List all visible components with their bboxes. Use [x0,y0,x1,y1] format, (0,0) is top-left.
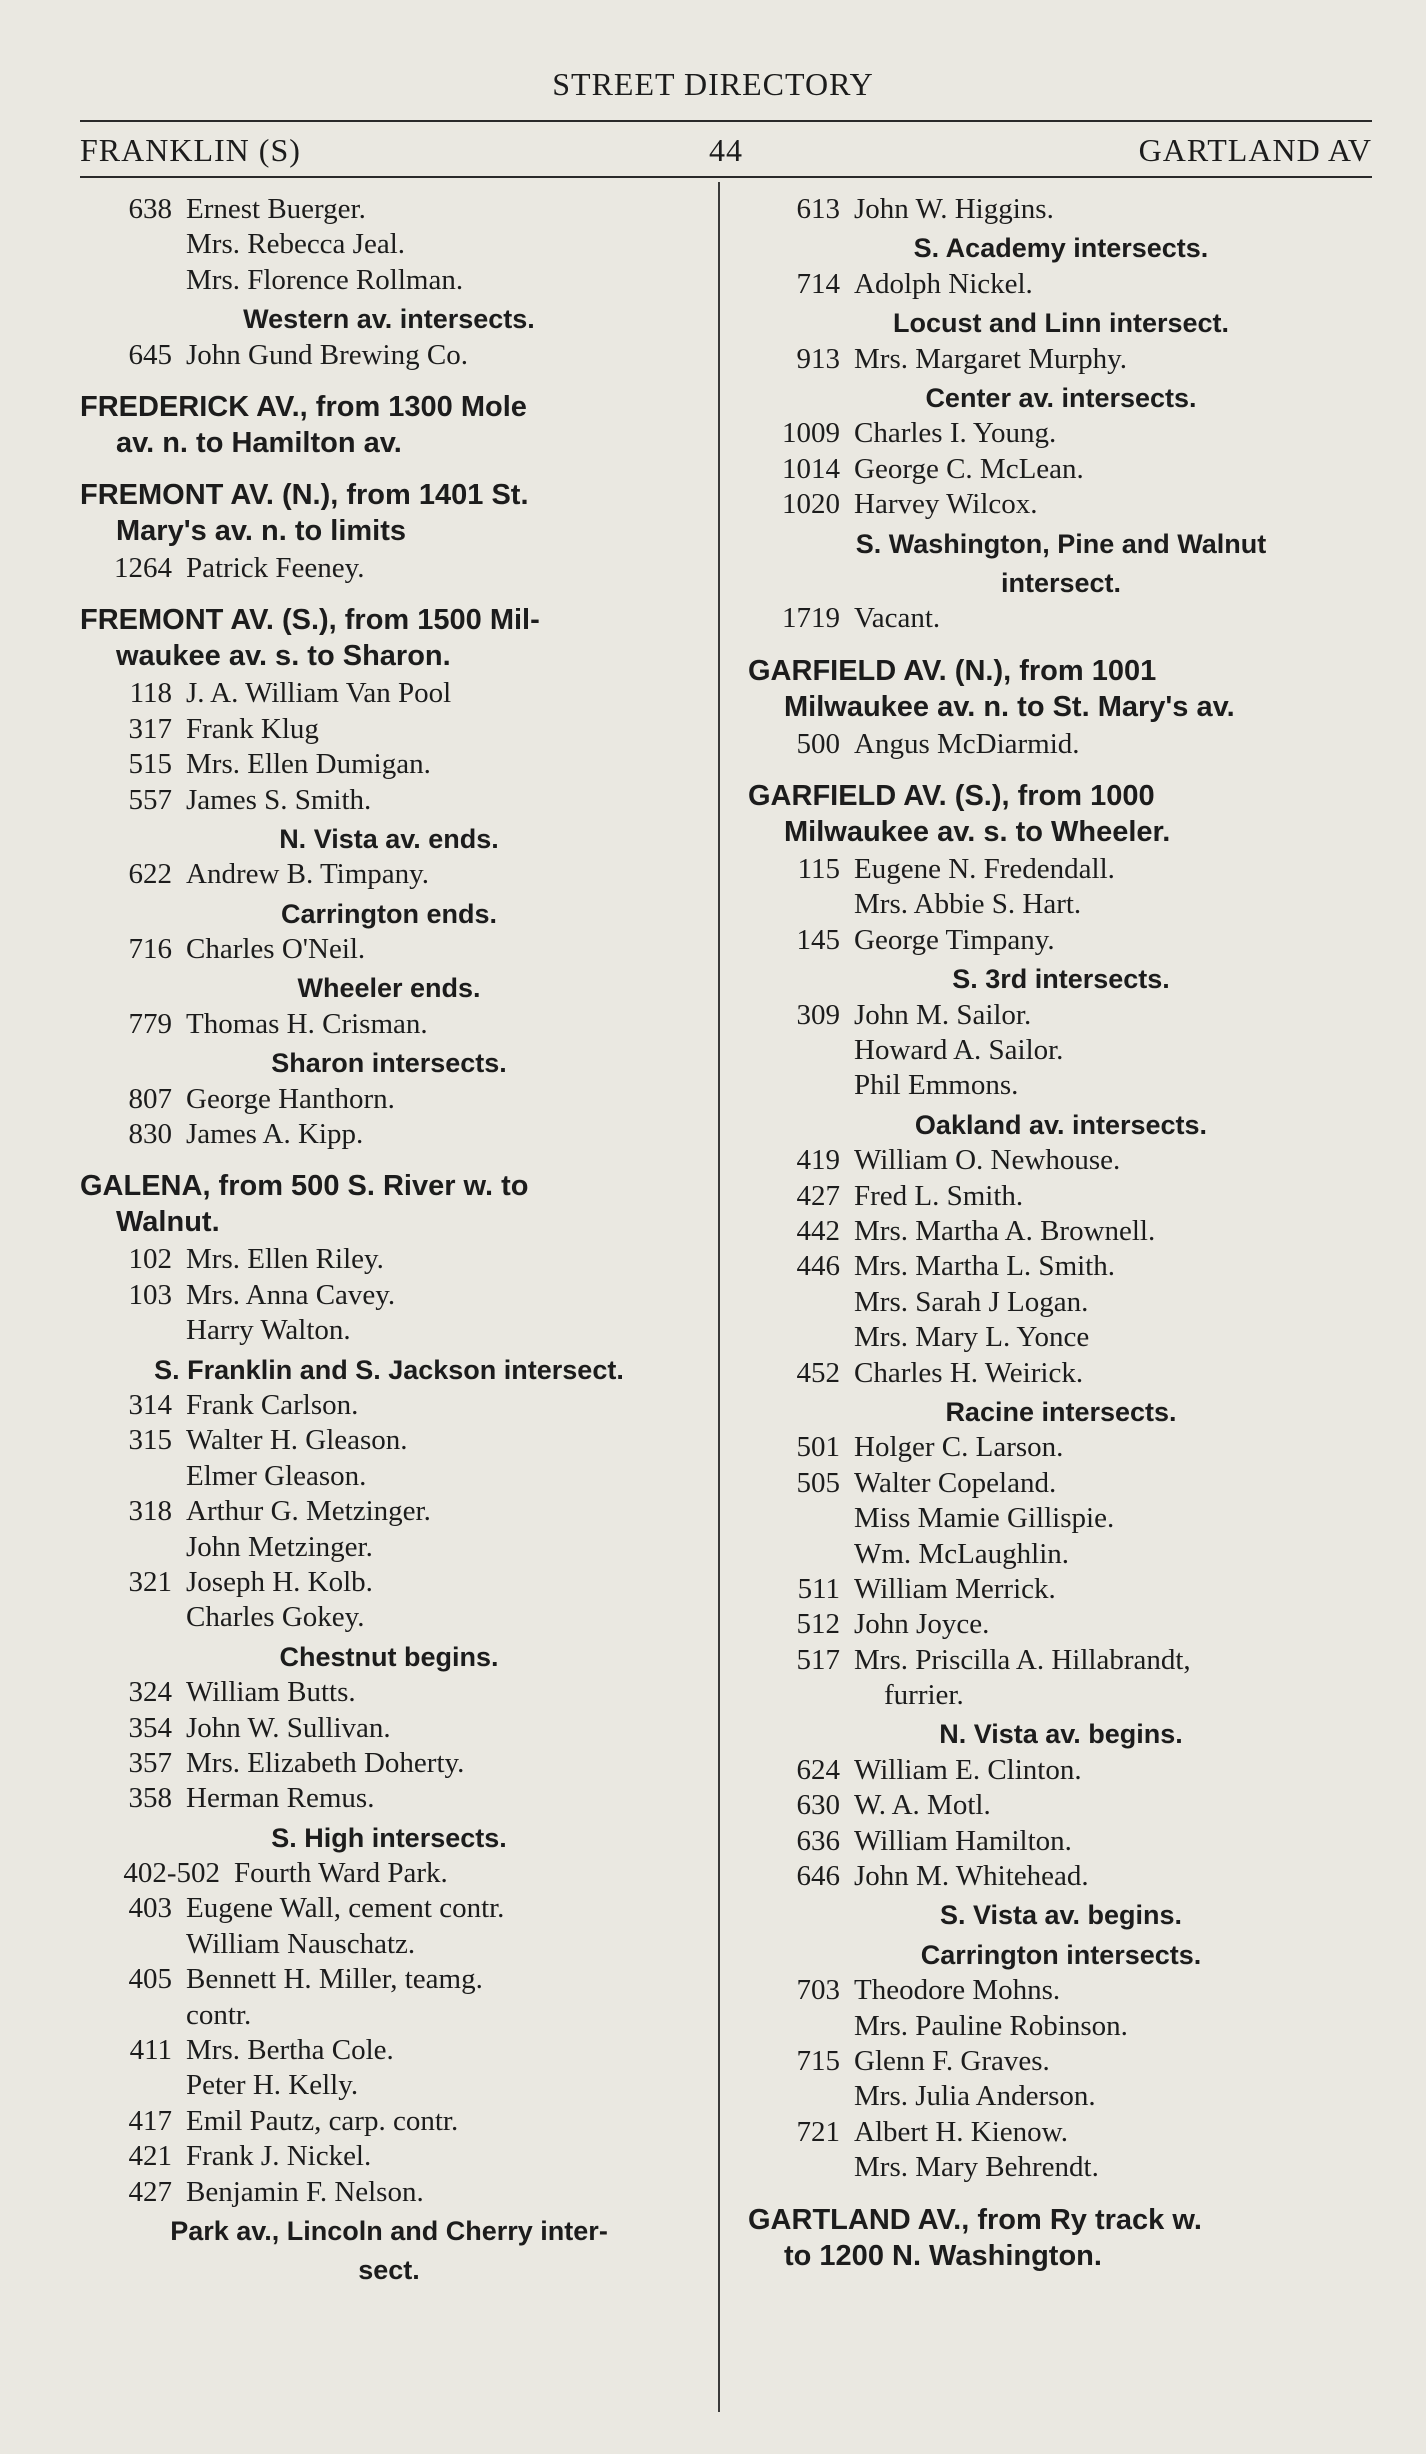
directory-entry [748,1572,1374,1607]
resident-name: George C. McLean. [854,452,1084,485]
resident-name: Fred L. Smith. [854,1179,1024,1212]
resident-name: William E. Clinton. [854,1753,1082,1786]
resident-name: Frank J. Nickel. [186,2140,372,2173]
street-heading-line: GARFIELD AV. (N.), from 1001 [748,654,1157,687]
running-head-left: FRANKLIN (S) [80,132,301,168]
resident-name: John Gund Brewing Co. [186,338,468,371]
intersection-note: Oakland av. intersects. [914,1109,1208,1140]
directory-entry [748,852,1374,887]
resident-name: Charles H. Weirick. [854,1356,1084,1389]
directory-entry [748,1430,1374,1465]
directory-entry [80,1781,698,1816]
resident-continuation: Mrs. Sarah J Logan. [854,1285,1089,1318]
directory-entry [748,1179,1374,1214]
directory-entry [748,192,1374,227]
resident-name: George Hanthorn. [186,1082,395,1115]
resident-name: Mrs. Martha L. Smith. [854,1250,1115,1283]
resident-name: Benjamin F. Nelson. [186,2175,424,2208]
directory-entry [80,1565,698,1600]
directory-entry [80,1242,698,1277]
column-divider [718,182,720,2412]
house-number: 716 [128,933,172,966]
house-number: 452 [796,1356,840,1389]
intersection-note: Locust and Linn intersect. [892,308,1230,339]
house-number: 646 [796,1860,840,1893]
house-number: 1014 [782,452,840,485]
intersection-note: Racine intersects. [945,1396,1177,1427]
house-number: 638 [128,193,172,225]
resident-continuation: Howard A. Sailor. [854,1034,1064,1067]
street-heading [80,477,698,549]
intersection-line: Park av., Lincoln and Cherry inter- [170,2215,608,2246]
resident-name: Mrs. Margaret Murphy. [854,342,1128,375]
directory-entry [748,1788,1374,1823]
resident-continuation: Peter H. Kelly. [186,2069,359,2102]
directory-entry [80,1711,698,1746]
directory-entry [748,1214,1374,1249]
resident-name: John W. Higgins. [854,193,1054,225]
directory-entry [80,1007,698,1042]
intersection-note: N. Vista av. begins. [939,1719,1183,1750]
intersection-note: S. Academy intersects. [913,233,1209,264]
house-number: 501 [796,1431,840,1464]
resident-continuation: furrier. [884,1679,964,1712]
street-heading [80,389,698,461]
directory-entry [80,1278,698,1313]
resident-continuation: Mrs. Florence Rollman. [186,263,464,296]
house-number: 421 [128,2140,172,2173]
house-number: 446 [796,1250,840,1283]
street-heading-line: FREDERICK AV., from 1300 Mole [80,390,527,423]
house-number: 703 [796,1974,840,2007]
house-number: 309 [796,998,840,1031]
directory-entry [80,747,698,782]
house-number: 515 [128,748,172,781]
resident-continuation: Harry Walton. [186,1314,351,1347]
directory-entry [748,1643,1374,1678]
directory-entry [80,1962,698,1997]
resident-continuation: Mrs. Mary L. Yonce [854,1321,1090,1354]
resident-name: Frank Klug [186,712,319,745]
intersection-note: S. Franklin and S. Jackson intersect. [154,1354,624,1385]
house-number: 411 [129,2034,172,2067]
directory-entry [80,2175,698,2210]
resident-name: Arthur G. Metzinger. [186,1495,431,1528]
resident-name: Andrew B. Timpany. [186,858,430,891]
resident-name: Fourth Ward Park. [234,1857,448,1890]
house-number: 721 [796,2115,840,2148]
resident-continuation: Mrs. Julia Anderson. [854,2080,1096,2113]
page-title: STREET DIRECTORY [552,66,874,102]
directory-entry [80,932,698,967]
house-number: 1009 [782,417,840,450]
house-number: 557 [128,783,172,816]
house-number: 318 [128,1495,172,1528]
resident-name: Eugene N. Fredendall. [854,853,1115,886]
directory-entry [748,267,1374,302]
header-rule-top [80,120,1372,122]
directory-entry [748,1356,1374,1391]
resident-name: Emil Pautz, carp. contr. [186,2104,459,2137]
resident-name: William Merrick. [854,1572,1056,1605]
directory-entry [748,2044,1374,2079]
house-number: 103 [128,1278,172,1311]
house-number: 613 [796,193,840,225]
house-number: 324 [128,1676,172,1709]
resident-name: Bennett H. Miller, teamg. [186,1963,483,1996]
directory-entry [748,1824,1374,1859]
intersection-note: Center av. intersects. [925,382,1197,413]
resident-continuation: John Metzinger. [186,1530,373,1563]
resident-name: William O. Newhouse. [854,1144,1121,1177]
directory-entry [80,676,698,711]
house-number: 442 [796,1214,840,1247]
street-heading-line: waukee av. s. to Sharon. [116,640,451,673]
directory-entry [80,1494,698,1529]
resident-name: Herman Remus. [186,1782,375,1815]
intersection-note: S. High intersects. [271,1822,507,1853]
directory-entry [80,783,698,818]
house-number: 1264 [114,551,172,584]
directory-entry [80,1388,698,1423]
intersection-line: sect. [358,2255,420,2286]
resident-name: Mrs. Anna Cavey. [186,1278,396,1311]
directory-entry [748,1466,1374,1501]
directory-entry [80,1746,698,1781]
resident-name: Albert H. Kienow. [854,2115,1068,2148]
street-heading [748,778,1374,850]
resident-continuation: Miss Mamie Gillispie. [854,1502,1115,1535]
resident-continuation: Mrs. Abbie S. Hart. [854,888,1082,921]
directory-entry [748,1753,1374,1788]
directory-entry [80,551,698,586]
house-number: 512 [796,1608,840,1641]
street-heading-line: av. n. to Hamilton av. [116,426,402,459]
resident-name: Mrs. Priscilla A. Hillabrandt, [854,1643,1191,1676]
house-number: 779 [128,1007,172,1040]
street-heading [748,2202,1374,2274]
resident-name: Frank Carlson. [186,1388,359,1421]
house-number: 405 [128,1963,172,1996]
page-number: 44 [709,132,743,168]
street-heading [80,1168,698,1240]
directory-entry [80,338,698,373]
resident-continuation: Mrs. Rebecca Jeal. [186,228,406,261]
resident-name: John M. Sailor. [854,998,1032,1031]
resident-name: Mrs. Martha A. Brownell. [854,1214,1156,1247]
resident-name: Charles O'Neil. [186,933,366,966]
house-number: 357 [128,1746,172,1779]
resident-continuation: Wm. McLaughlin. [854,1537,1070,1570]
running-head [80,132,1372,172]
resident-name: James S. Smith. [186,783,372,816]
resident-name: Ernest Buerger. [186,193,366,225]
house-number: 145 [796,923,840,956]
resident-name: William Butts. [186,1676,356,1709]
resident-continuation: Elmer Gleason. [186,1459,367,1492]
directory-entry [80,1423,698,1458]
intersection-note: Sharon intersects. [271,1048,507,1079]
house-number: 624 [796,1753,840,1786]
directory-entry [748,2115,1374,2150]
street-heading-line: Walnut. [116,1206,220,1239]
house-number: 714 [796,267,840,300]
street-heading-line: GARFIELD AV. (S.), from 1000 [748,780,1155,813]
right-column [748,192,1374,2276]
house-number: 1020 [782,488,840,521]
directory-entry [748,487,1374,522]
directory-entry [748,601,1374,636]
house-number: 1719 [782,602,840,635]
directory-entry [80,2104,698,2139]
intersection-note: S. Vista av. begins. [939,1900,1183,1931]
directory-entry [748,1859,1374,1894]
intersection-note: S. 3rd intersects. [952,964,1170,995]
directory-entry [748,452,1374,487]
resident-name: William Hamilton. [854,1824,1072,1857]
left-column [80,192,698,2289]
resident-name: Mrs. Bertha Cole. [186,2034,394,2067]
resident-name: Theodore Mohns. [854,1974,1061,2007]
intersection-note: Wheeler ends. [297,973,481,1004]
intersection-note: Carrington ends. [280,898,497,929]
resident-name: John Joyce. [854,1608,990,1641]
street-heading-line: GARTLAND AV., from Ry track w. [748,2203,1202,2236]
house-number: 102 [128,1243,172,1276]
resident-continuation: Phil Emmons. [854,1069,1019,1102]
house-number: 622 [128,858,172,891]
street-heading-line: FREMONT AV. (N.), from 1401 St. [80,478,529,511]
directory-entry [748,727,1374,762]
house-number: 517 [796,1643,840,1676]
resident-name: Thomas H. Crisman. [186,1007,428,1040]
intersection-line: intersect. [1000,567,1122,598]
directory-entry [748,342,1374,377]
house-number: 427 [128,2175,172,2208]
running-head-right: GARTLAND AV [1138,132,1372,168]
resident-continuation: Mrs. Pauline Robinson. [854,2009,1128,2042]
house-number: 403 [128,1892,172,1925]
resident-continuation: Charles Gokey. [186,1601,365,1634]
resident-name: Mrs. Elizabeth Doherty. [186,1746,465,1779]
street-heading-line: FREMONT AV. (S.), from 1500 Mil- [80,604,540,637]
house-number: 358 [128,1782,172,1815]
resident-name: Walter Copeland. [854,1466,1057,1499]
directory-entry [748,1607,1374,1642]
directory-entry [748,416,1374,451]
intersection-note [80,2210,698,2289]
house-number: 317 [128,712,172,745]
resident-name: Vacant. [854,602,941,635]
directory-entry [748,1973,1374,2008]
house-number: 807 [128,1082,172,1115]
intersection-line: S. Washington, Pine and Walnut [855,528,1267,559]
resident-name: Walter H. Gleason. [186,1424,408,1457]
intersection-note [748,523,1374,602]
house-number: 427 [796,1179,840,1212]
house-number: 417 [128,2104,172,2137]
intersection-note: Carrington intersects. [920,1939,1202,1970]
header-rule-bottom [80,176,1372,178]
house-number: 505 [796,1466,840,1499]
street-heading-line: Milwaukee av. s. to Wheeler. [784,816,1171,849]
street-heading [748,653,1374,725]
directory-entry [80,192,698,227]
house-number: 645 [128,338,172,371]
directory-entry [80,1891,698,1926]
directory-entry [80,857,698,892]
resident-name: W. A. Motl. [854,1789,991,1822]
directory-entry [80,1675,698,1710]
resident-name: Adolph Nickel. [854,267,1033,300]
house-number: 115 [797,853,840,886]
resident-continuation: William Nauschatz. [186,1927,416,1960]
directory-entry [80,1856,698,1891]
resident-continuation: Mrs. Mary Behrendt. [854,2151,1099,2184]
resident-name: John W. Sullivan. [186,1711,391,1744]
resident-name: J. A. William Van Pool [186,677,452,710]
resident-name: Patrick Feeney. [186,551,365,584]
house-number: 419 [796,1144,840,1177]
house-number: 636 [796,1824,840,1857]
house-number: 715 [796,2044,840,2077]
directory-entry [80,712,698,747]
directory-entry [748,1143,1374,1178]
directory-entry [80,1117,698,1152]
intersection-note: Western av. intersects. [243,304,535,335]
house-number: 830 [128,1118,172,1151]
resident-name: Angus McDiarmid. [854,727,1080,760]
directory-entry [748,1249,1374,1284]
resident-name: Harvey Wilcox. [854,488,1038,521]
directory-entry [748,923,1374,958]
intersection-note: Chestnut begins. [279,1641,499,1672]
house-number: 314 [128,1388,172,1421]
resident-name: Charles I. Young. [854,417,1057,450]
house-number: 315 [128,1424,172,1457]
house-number: 354 [128,1711,172,1744]
house-number: 500 [796,727,840,760]
resident-name: John M. Whitehead. [854,1860,1089,1893]
street-heading-line: to 1200 N. Washington. [784,2239,1102,2272]
resident-name: Eugene Wall, cement contr. [186,1892,505,1925]
street-heading-line: Milwaukee av. n. to St. Mary's av. [784,690,1235,723]
resident-name: Mrs. Ellen Riley. [186,1243,384,1276]
house-number: 118 [129,677,172,710]
directory-entry [80,1082,698,1117]
directory-entry [80,2033,698,2068]
resident-name: Mrs. Ellen Dumigan. [186,748,431,781]
resident-name: George Timpany. [854,923,1055,956]
resident-name: Joseph H. Kolb. [186,1565,373,1598]
directory-entry [80,2139,698,2174]
street-heading [80,602,698,674]
house-number: 321 [128,1565,172,1598]
street-heading-line: Mary's av. n. to limits [116,514,406,547]
house-number: 913 [796,342,840,375]
house-number: 511 [797,1572,840,1605]
house-number: 402-502 [123,1857,220,1890]
directory-entry [748,998,1374,1033]
street-heading-line: GALENA, from 500 S. River w. to [80,1170,529,1203]
resident-name: James A. Kipp. [186,1118,364,1151]
resident-name: Glenn F. Graves. [854,2044,1050,2077]
resident-name: Holger C. Larson. [854,1431,1064,1464]
house-number: 630 [796,1789,840,1822]
intersection-note: N. Vista av. ends. [279,823,499,854]
resident-continuation: contr. [186,1998,252,2031]
